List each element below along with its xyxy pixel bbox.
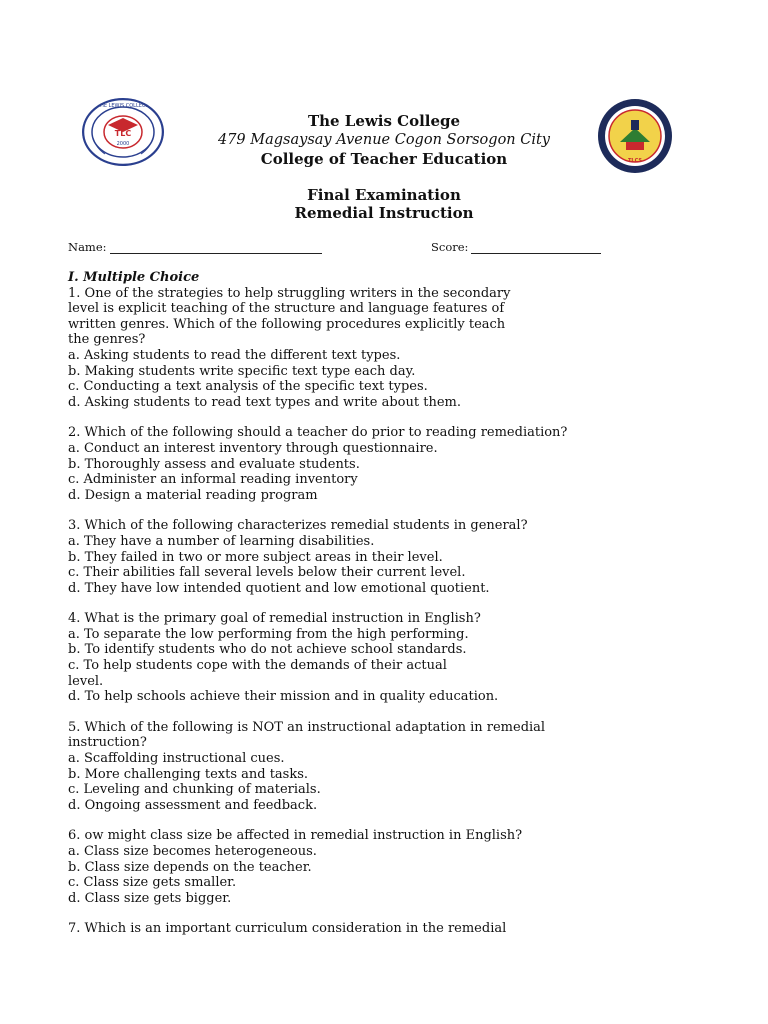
question-1 xyxy=(68,286,668,411)
answer-option[interactable]: a. Scaffolding instructional cues. xyxy=(68,751,285,767)
question-text: instruction? xyxy=(68,735,147,751)
exam-content xyxy=(68,270,668,952)
college-name: The Lewis College xyxy=(307,112,461,130)
left-logo-abbrev: TLC xyxy=(114,129,132,138)
question-text: 3. Which of the following characterizes remedial students in general? xyxy=(68,518,528,534)
question-6 xyxy=(68,828,668,906)
question-text: 1. One of the strategies to help struggling writers in the secondary xyxy=(68,285,511,301)
answer-option[interactable]: b. Thoroughly assess and evaluate students. xyxy=(68,456,360,472)
department-name: College of Teacher Education xyxy=(260,150,508,168)
right-logo-abbrev: TLCS xyxy=(628,158,642,164)
question-text: the genres? xyxy=(68,332,146,348)
exam-title: Final Examination xyxy=(307,186,461,204)
name-blank[interactable] xyxy=(110,241,322,254)
answer-option[interactable]: d. They have low intended quotient and low emotional quotient. xyxy=(68,580,490,596)
answer-option[interactable]: a. Asking students to read the different text types. xyxy=(68,347,401,363)
answer-option[interactable]: a. To separate the low performing from the high performing. xyxy=(68,626,469,642)
question-text: 2. Which of the following should a teacher do prior to reading remediation? xyxy=(68,425,568,441)
answer-option[interactable]: d. Class size gets bigger. xyxy=(68,890,232,906)
exam-subject: Remedial Instruction xyxy=(294,204,474,222)
question-text: 4. What is the primary goal of remedial instruction in English? xyxy=(68,611,481,627)
answer-option[interactable]: c. Leveling and chunking of materials. xyxy=(68,782,321,798)
answer-option[interactable]: a. Conduct an interest inventory through questionnaire. xyxy=(68,440,438,456)
answer-option[interactable]: c. Administer an informal reading inventory xyxy=(68,472,358,488)
left-logo-text: THE LEWIS COLLEGE xyxy=(97,103,149,109)
answer-option[interactable]: c. Their abilities fall several levels below their current level. xyxy=(68,565,466,581)
left-logo-year: 2000 xyxy=(116,141,130,147)
answer-option[interactable]: b. To identify students who do not achieve school standards. xyxy=(68,642,467,658)
question-text: written genres. Which of the following procedures explicitly teach xyxy=(68,316,506,332)
answer-option[interactable]: level. xyxy=(68,673,104,689)
answer-option[interactable]: c. Conducting a text analysis of the specific text types. xyxy=(68,379,428,395)
answer-option[interactable]: c. Class size gets smaller. xyxy=(68,875,237,891)
answer-option[interactable]: a. Class size becomes heterogeneous. xyxy=(68,844,317,859)
answer-option[interactable]: b. Making students write specific text type each day. xyxy=(68,363,416,379)
score-blank[interactable] xyxy=(471,241,601,254)
answer-option[interactable]: b. More challenging texts and tasks. xyxy=(68,766,309,782)
exam-title-block xyxy=(0,186,768,222)
name-field[interactable] xyxy=(68,240,322,254)
answer-option[interactable]: d. Ongoing assessment and feedback. xyxy=(68,797,318,813)
score-label: Score: xyxy=(431,240,469,254)
question-text: level is explicit teaching of the structure and language features of xyxy=(68,301,505,317)
answer-option[interactable]: d. Design a material reading program xyxy=(68,487,318,503)
score-field[interactable] xyxy=(431,240,601,254)
question-3 xyxy=(68,518,668,596)
question-7 xyxy=(68,921,668,937)
answer-option[interactable]: b. They failed in two or more subject areas in their level. xyxy=(68,549,443,565)
name-label: Name: xyxy=(68,240,107,254)
question-4 xyxy=(68,611,668,705)
question-text: 6. ow might class size be affected in remedial instruction in English? xyxy=(68,828,523,844)
college-address: 479 Magsaysay Avenue Cogon Sorsogon City xyxy=(217,132,550,148)
question-text: 7. Which is an important curriculum consideration in the remedial xyxy=(68,921,507,937)
answer-option[interactable]: c. To help students cope with the demands of their actual xyxy=(68,658,447,674)
section-title: I. Multiple Choice xyxy=(68,270,200,285)
answer-option[interactable]: b. Class size depends on the teacher. xyxy=(68,859,312,875)
answer-option[interactable]: d. To help schools achieve their mission and in quality education. xyxy=(68,689,499,705)
answer-option[interactable]: d. Asking students to read text types and write about them. xyxy=(68,394,461,410)
question-text: 5. Which of the following is NOT an instructional adaptation in remedial xyxy=(68,719,546,735)
question-2 xyxy=(68,425,668,503)
exam-header xyxy=(0,112,768,169)
answer-option[interactable]: a. They have a number of learning disabilities. xyxy=(68,533,375,549)
question-5 xyxy=(68,720,668,814)
question-list xyxy=(68,286,668,937)
